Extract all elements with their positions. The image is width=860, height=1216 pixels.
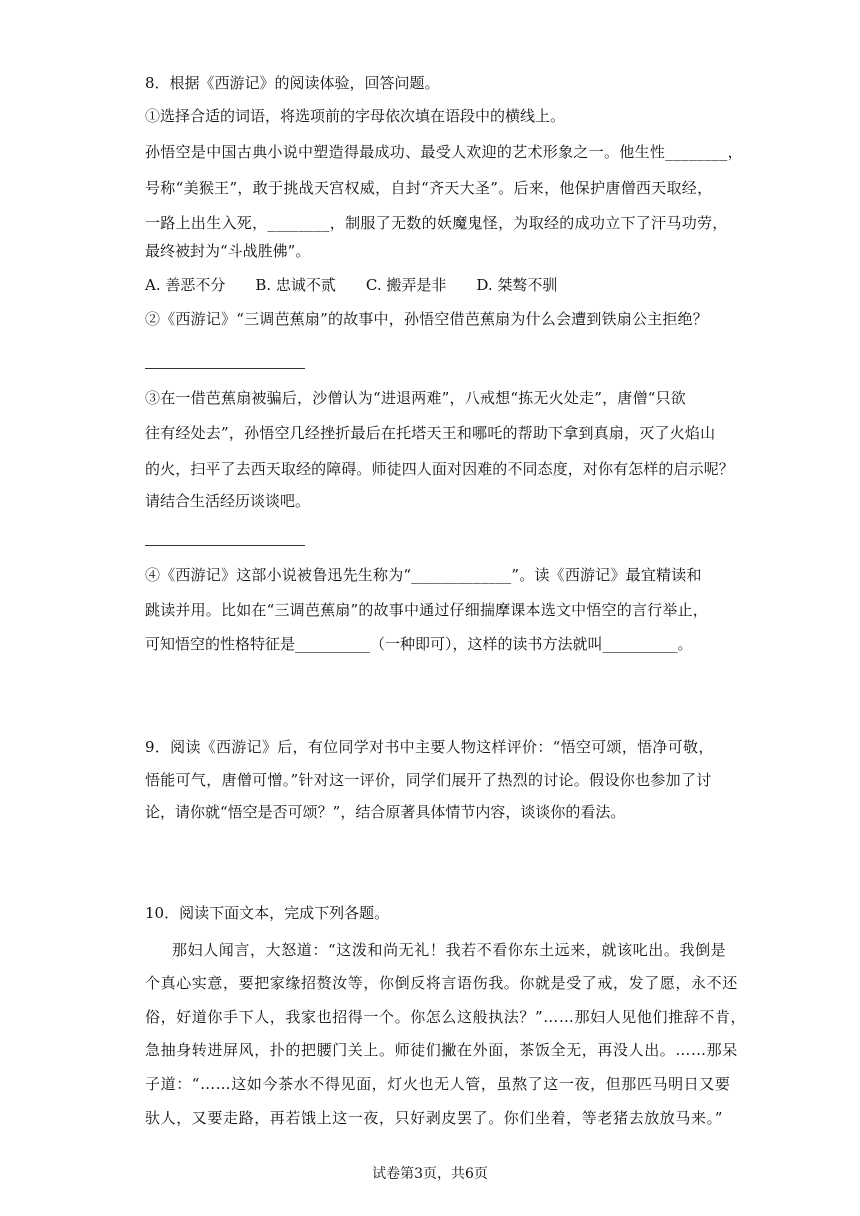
q8-part3-answer-line[interactable] bbox=[145, 545, 305, 546]
q8-passage-line-2: 号称“美猴王”，敢于挑战天宫权威，自封“齐天大圣”。后来，他保护唐僧西天取经， bbox=[145, 179, 713, 197]
q8-part4-line-3: 可知悟空的性格特征是__________（一种即可），这样的读书方法就叫__________。 bbox=[145, 635, 693, 653]
q8-part2-answer-line[interactable] bbox=[145, 368, 305, 369]
q9-line-2: 悟能可气，唐僧可憎。”针对这一评价，同学们展开了热烈的讨论。假设你也参加了讨 bbox=[145, 771, 712, 789]
q8-part4-line-1: ④《西游记》这部小说被鲁迅先生称为“_____________”。读《西游记》最宜精读和 bbox=[145, 566, 702, 584]
q8-part3-line-4: 请结合生活经历谈谈吧。 bbox=[145, 492, 311, 510]
q9-line-3: 论，请你就“悟空是否可颂？”，结合原著具体情节内容，谈谈你的看法。 bbox=[145, 803, 626, 821]
q10-text-line-4: 急抽身转进屏风，扑的把腰门关上。师徒们撇在外面，茶饭全无，再没人出。……那呆 bbox=[145, 1041, 738, 1059]
page-footer: 试卷第3页，共6页 bbox=[372, 1166, 488, 1182]
q8-passage-line-4: 最终被封为“斗战胜佛”。 bbox=[145, 242, 311, 260]
q8-part3-line-2: 往有经处去”，孙悟空几经挫折最后在托塔天王和哪吒的帮助下拿到真扇，灭了火焰山 bbox=[145, 424, 716, 442]
q8-title: 8．根据《西游记》的阅读体验，回答问题。 bbox=[145, 74, 440, 92]
q9-line-1: 9．阅读《西游记》后，有位同学对书中主要人物这样评价：“悟空可颂，悟净可敬， bbox=[145, 738, 714, 756]
q10-text-line-6: 驮人，又要走路，再若饿上这一夜，只好剥皮罢了。你们坐着，等老猪去放放马来。” bbox=[145, 1109, 723, 1127]
q8-part1-instruction: ①选择合适的词语，将选项前的字母依次填在语段中的横线上。 bbox=[145, 107, 566, 125]
q8-part3-line-3: 的火，扫平了去西天取经的障碍。师徒四人面对因难的不同态度，对你有怎样的启示呢？ bbox=[145, 460, 734, 478]
q8-passage-line-3: 一路上出生入死，________，制服了无数的妖魔鬼怪，为取经的成功立下了汗马功劳， bbox=[145, 214, 728, 232]
q8-passage-line-1: 孙悟空是中国古典小说中塑造得最成功、最受人欢迎的艺术形象之一。他生性________， bbox=[145, 143, 743, 161]
q10-text-line-3: 俗，好道你手下人，我家也招得一个。你怎么这般执法？”……那妇人见他们推辞不肯， bbox=[145, 1008, 747, 1026]
q10-text-line-5: 子道：“……这如今茶水不得见面，灯火也无人管，虽熬了这一夜，但那匹马明日又要 bbox=[145, 1075, 731, 1093]
q10-text-line-2: 个真心实意，要把家缘招赘汝等，你倒反将言语伤我。你就是受了戒，发了愿，永不还 bbox=[145, 974, 738, 992]
q8-part3-line-1: ③在一借芭蕉扇被骗后，沙僧认为“进退两难”，八戒想“拣无火处走”，唐僧“只欲 bbox=[145, 389, 686, 407]
q10-text-line-1: 那妇人闻言，大怒道：“这泼和尚无礼！我若不看你东土远来，就该叱出。我倒是 bbox=[172, 941, 727, 959]
q10-title: 10．阅读下面文本，完成下列各题。 bbox=[145, 904, 390, 922]
q8-options: A. 善恶不分 B. 忠诚不贰 C. 搬弄是非 D. 桀骜不驯 bbox=[145, 276, 558, 294]
q8-part4-line-2: 跳读并用。比如在“三调芭蕉扇”的故事中通过仔细揣摩课本选文中悟空的言行举止， bbox=[145, 601, 708, 619]
q8-part2-question: ②《西游记》“三调芭蕉扇”的故事中，孙悟空借芭蕉扇为什么会遭到铁扇公主拒绝？ bbox=[145, 310, 708, 328]
